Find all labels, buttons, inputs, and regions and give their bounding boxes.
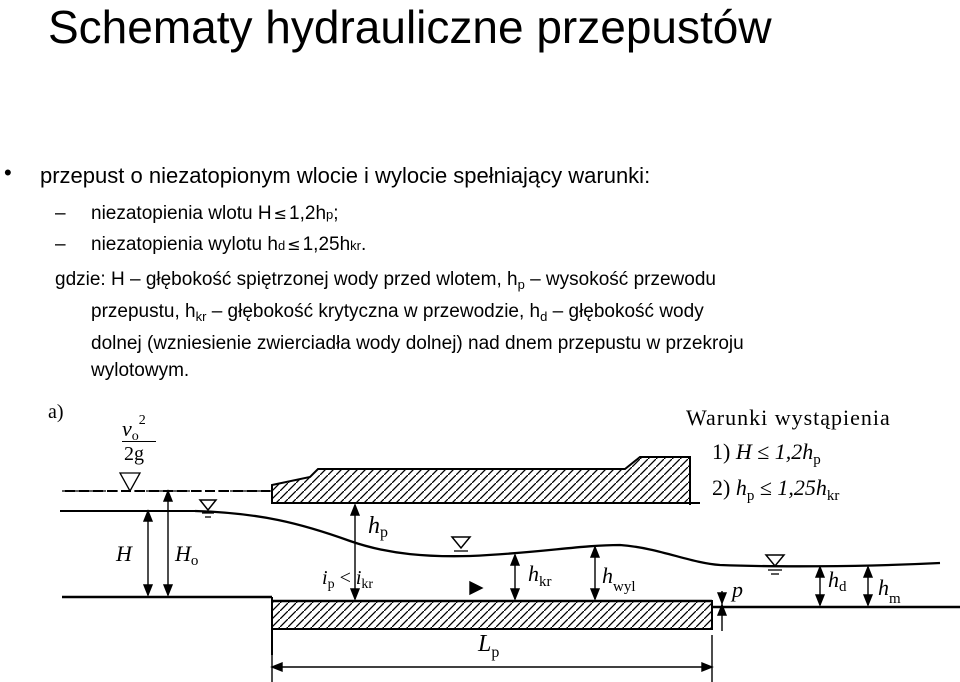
bullet-marker: • bbox=[4, 160, 12, 185]
definition-text: gdzie: H – głębokość spiętrzonej wody przed wlotem, h bbox=[55, 269, 518, 290]
ip-symbol: i bbox=[322, 567, 328, 589]
condition-text-subscript: d bbox=[277, 238, 286, 253]
label-hd bbox=[828, 567, 847, 596]
downstream-bed bbox=[712, 601, 960, 629]
condition-value: 1,25h bbox=[302, 234, 351, 255]
w2-less-equal: ≤ bbox=[759, 475, 772, 500]
w1-less-equal: ≤ bbox=[757, 439, 770, 464]
w1-value: 1,2h bbox=[774, 439, 814, 464]
definition-line-3: dolnej (wzniesienie zwierciadła wody dolnej) nad dnem przepustu w przekroju bbox=[91, 333, 744, 354]
water-level-marker-downstream bbox=[766, 555, 784, 574]
dash-marker: – bbox=[55, 203, 66, 224]
less-than-symbol: < bbox=[339, 567, 351, 589]
definition-subscript: p bbox=[517, 277, 525, 292]
definition-subscript: d bbox=[540, 309, 548, 324]
condition-outlet bbox=[55, 234, 366, 256]
w1-subscript: p bbox=[813, 452, 821, 468]
v-symbol: v bbox=[122, 416, 132, 441]
page-title: Schematy hydrauliczne przepustów bbox=[48, 1, 772, 53]
Ho-subscript: o bbox=[190, 553, 199, 569]
ip-subscript: p bbox=[327, 577, 335, 592]
warunki-condition-1 bbox=[712, 439, 821, 469]
culvert-diagram bbox=[0, 395, 960, 682]
label-hwyl bbox=[602, 563, 636, 596]
dimension-arrows bbox=[144, 491, 872, 682]
label-hp bbox=[368, 513, 388, 542]
ikr-subscript: kr bbox=[361, 577, 374, 592]
hd-subscript: d bbox=[839, 579, 847, 595]
culvert-floor bbox=[272, 601, 712, 629]
label-a: a) bbox=[48, 401, 64, 423]
Lp-symbol: L bbox=[478, 631, 492, 657]
condition-tail: ; bbox=[333, 203, 339, 224]
condition-text: niezatopienia wlotu H bbox=[91, 203, 272, 224]
hwyl-symbol: h bbox=[602, 563, 613, 588]
w2-h-symbol: h bbox=[735, 475, 747, 500]
velocity-head-marker bbox=[120, 473, 140, 491]
water-level-marker-upstream bbox=[200, 500, 216, 517]
velocity-head-denominator: 2g bbox=[124, 443, 144, 465]
fraction-bar bbox=[122, 441, 156, 442]
warunki-condition-2 bbox=[712, 475, 839, 505]
less-equal-symbol: ≤ bbox=[287, 235, 301, 254]
warunki-title: Warunki wystąpienia bbox=[686, 405, 891, 430]
condition-number: 2) bbox=[712, 475, 731, 500]
hkr-symbol: h bbox=[528, 561, 539, 586]
hkr-subscript: kr bbox=[539, 574, 552, 590]
v-subscript: o bbox=[131, 429, 139, 444]
water-level-marker-culvert bbox=[452, 537, 470, 551]
condition-number: 1) bbox=[712, 439, 731, 464]
definition-text: przepustu, h bbox=[91, 301, 196, 322]
label-slope bbox=[322, 567, 373, 593]
hm-subscript: m bbox=[889, 591, 901, 607]
label-Ho bbox=[175, 541, 198, 570]
condition-text: niezatopienia wylotu h bbox=[91, 234, 278, 255]
w2-value: 1,25h bbox=[777, 475, 827, 500]
definition-text: – wysokość przewodu bbox=[524, 269, 716, 290]
ikr-symbol: i bbox=[355, 567, 362, 589]
label-hkr bbox=[528, 561, 552, 591]
definition-line-4: wylotowym. bbox=[91, 360, 190, 381]
dash-marker: – bbox=[55, 234, 66, 255]
bullet-text: przepust o niezatopionym wlocie i wylocie spełniający warunki: bbox=[40, 163, 651, 188]
v-superscript: 2 bbox=[138, 413, 146, 428]
condition-value: 1,2h bbox=[289, 203, 327, 224]
Lp-subscript: p bbox=[491, 644, 500, 661]
label-H: H bbox=[116, 541, 132, 566]
less-equal-symbol: ≤ bbox=[273, 204, 288, 223]
hm-symbol: h bbox=[878, 575, 889, 600]
hd-symbol: h bbox=[828, 567, 839, 592]
w2-subscript: kr bbox=[826, 488, 840, 504]
hwyl-subscript: wyl bbox=[613, 579, 636, 595]
w2-h-subscript: p bbox=[746, 488, 755, 504]
hp-symbol: h bbox=[368, 513, 380, 539]
condition-subscript: kr bbox=[350, 238, 361, 253]
definition-text: – głębokość wody bbox=[547, 301, 704, 322]
definition-subscript: kr bbox=[195, 309, 207, 324]
upstream-bed bbox=[62, 597, 272, 655]
definition-paragraph bbox=[55, 266, 960, 384]
culvert-roof bbox=[272, 457, 700, 503]
hp-subscript: p bbox=[380, 524, 388, 541]
definition-line-1 bbox=[55, 266, 960, 298]
condition-inlet bbox=[55, 203, 339, 225]
label-p: p bbox=[732, 577, 743, 602]
definition-text: – głębokość krytyczna w przewodzie, h bbox=[206, 301, 541, 322]
label-Lp bbox=[478, 631, 499, 662]
Ho-symbol: H bbox=[175, 541, 191, 566]
w1-H-symbol: H bbox=[735, 439, 752, 464]
label-hm bbox=[878, 575, 901, 608]
condition-subscript: p bbox=[326, 207, 334, 222]
condition-tail: . bbox=[361, 234, 367, 255]
definition-line-2 bbox=[55, 298, 960, 330]
